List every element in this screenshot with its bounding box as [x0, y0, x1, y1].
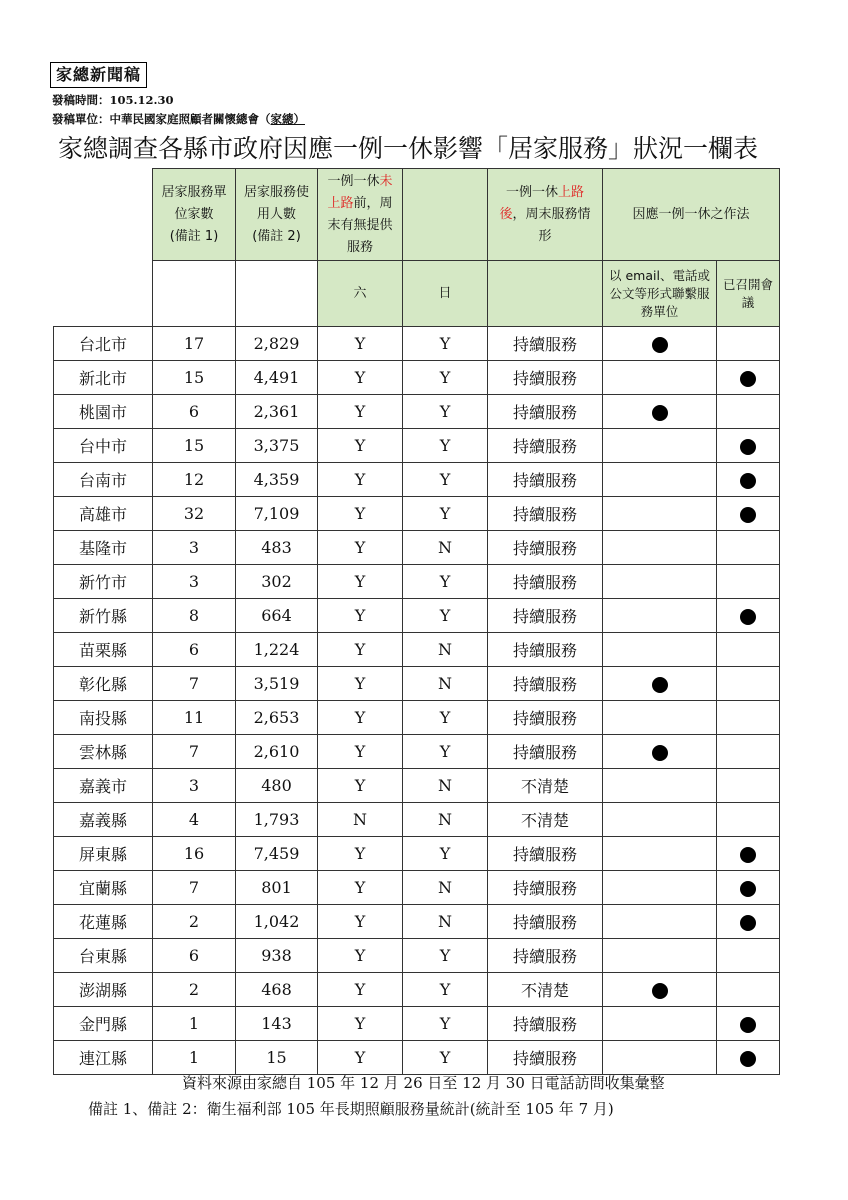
contact-cell — [603, 803, 717, 837]
contact-cell — [603, 701, 717, 735]
sunday-cell: Y — [403, 1041, 488, 1075]
table-row — [54, 735, 780, 769]
sunday-cell: N — [403, 803, 488, 837]
units-cell: 1 — [153, 1041, 236, 1075]
meeting-cell — [717, 395, 780, 429]
sunday-cell: Y — [403, 429, 488, 463]
filled-circle-icon — [740, 1051, 756, 1067]
status-cell: 持續服務 — [488, 1007, 603, 1041]
saturday-cell: Y — [318, 497, 403, 531]
city-cell: 高雄市 — [54, 497, 153, 531]
col-header-users-line1: 居家服務使 — [243, 184, 309, 200]
survey-table — [53, 168, 780, 1075]
meeting-cell — [717, 531, 780, 565]
units-cell: 7 — [153, 667, 236, 701]
contact-cell — [603, 497, 717, 531]
meeting-cell — [717, 701, 780, 735]
users-cell: 801 — [236, 871, 318, 905]
filled-circle-icon — [740, 1017, 756, 1033]
city-cell: 桃園市 — [54, 395, 153, 429]
col-header-before — [318, 169, 403, 261]
status-cell: 持續服務 — [488, 633, 603, 667]
contact-cell — [603, 973, 717, 1007]
subheader-saturday: 六 — [318, 261, 403, 327]
table-row — [54, 803, 780, 837]
units-cell: 8 — [153, 599, 236, 633]
units-cell: 1 — [153, 1007, 236, 1041]
meeting-cell — [717, 667, 780, 701]
table-row — [54, 497, 780, 531]
users-cell: 2,653 — [236, 701, 318, 735]
sunday-cell: N — [403, 667, 488, 701]
release-date: 發稿時間：105.12.30 — [52, 93, 174, 107]
meeting-cell — [717, 429, 780, 463]
table-row — [54, 463, 780, 497]
users-cell: 3,519 — [236, 667, 318, 701]
col-header-before-red: 未上路 — [327, 173, 393, 211]
city-cell: 苗栗縣 — [54, 633, 153, 667]
subheader-meeting: 已召開會議 — [717, 261, 780, 327]
filled-circle-icon — [740, 473, 756, 489]
table-row — [54, 701, 780, 735]
contact-cell — [603, 395, 717, 429]
subheader-users-blank — [236, 261, 318, 327]
sunday-cell: N — [403, 905, 488, 939]
release-unit-suffix: ） — [293, 112, 305, 126]
users-cell: 3,375 — [236, 429, 318, 463]
status-cell: 持續服務 — [488, 463, 603, 497]
meeting-cell — [717, 599, 780, 633]
meeting-cell — [717, 565, 780, 599]
units-cell: 16 — [153, 837, 236, 871]
col-header-after-post: ，周末服務情形 — [512, 206, 591, 244]
users-cell: 1,042 — [236, 905, 318, 939]
meeting-cell — [717, 769, 780, 803]
saturday-cell: Y — [318, 463, 403, 497]
sunday-cell: N — [403, 871, 488, 905]
meeting-cell — [717, 837, 780, 871]
press-release-badge: 家總新聞稿 — [50, 62, 147, 88]
table-row — [54, 565, 780, 599]
city-cell: 宜蘭縣 — [54, 871, 153, 905]
sunday-cell: Y — [403, 463, 488, 497]
col-header-after-pre: 一例一休 — [505, 184, 558, 200]
city-cell: 台北市 — [54, 327, 153, 361]
contact-cell — [603, 871, 717, 905]
users-cell: 1,224 — [236, 633, 318, 667]
units-cell: 11 — [153, 701, 236, 735]
saturday-cell: Y — [318, 871, 403, 905]
source-note: 資料來源由家總自 105 年 12 月 26 日至 12 月 30 日電話訪問收集彙整 — [182, 1074, 665, 1092]
units-cell: 7 — [153, 871, 236, 905]
col-header-measures: 因應一例一休之作法 — [603, 169, 780, 261]
meeting-cell — [717, 1041, 780, 1075]
units-cell: 15 — [153, 429, 236, 463]
filled-circle-icon — [740, 915, 756, 931]
col-header-units-line2: 位家數 — [174, 206, 214, 222]
status-cell: 持續服務 — [488, 395, 603, 429]
filled-circle-icon — [740, 847, 756, 863]
status-cell: 持續服務 — [488, 939, 603, 973]
contact-cell — [603, 463, 717, 497]
remarks-note: 備註 1、備註 2：衛生福利部 105 年長期照顧服務量統計(統計至 105 年 7 月) — [88, 1100, 614, 1118]
status-cell: 持續服務 — [488, 429, 603, 463]
city-cell: 花蓮縣 — [54, 905, 153, 939]
saturday-cell: Y — [318, 701, 403, 735]
survey-table-body — [54, 169, 780, 1075]
users-cell: 468 — [236, 973, 318, 1007]
contact-cell — [603, 599, 717, 633]
units-cell: 15 — [153, 361, 236, 395]
table-row — [54, 769, 780, 803]
meeting-cell — [717, 939, 780, 973]
status-cell: 持續服務 — [488, 497, 603, 531]
table-row — [54, 633, 780, 667]
status-cell: 持續服務 — [488, 565, 603, 599]
table-row — [54, 905, 780, 939]
city-cell: 雲林縣 — [54, 735, 153, 769]
city-cell: 彰化縣 — [54, 667, 153, 701]
col-header-before-pre: 一例一休 — [327, 173, 380, 189]
filled-circle-icon — [740, 439, 756, 455]
release-unit-name: 家總 — [270, 112, 294, 126]
units-cell: 32 — [153, 497, 236, 531]
filled-circle-icon — [740, 881, 756, 897]
status-cell: 持續服務 — [488, 1041, 603, 1075]
city-cell: 新竹縣 — [54, 599, 153, 633]
table-row — [54, 973, 780, 1007]
city-cell: 基隆市 — [54, 531, 153, 565]
status-cell: 持續服務 — [488, 327, 603, 361]
users-cell: 2,829 — [236, 327, 318, 361]
units-cell: 4 — [153, 803, 236, 837]
saturday-cell: Y — [318, 837, 403, 871]
release-unit-prefix: 發稿單位：中華民國家庭照顧者關懷總會（ — [52, 112, 271, 126]
city-cell: 澎湖縣 — [54, 973, 153, 1007]
meeting-cell — [717, 803, 780, 837]
table-row — [54, 871, 780, 905]
units-cell: 17 — [153, 327, 236, 361]
saturday-cell: Y — [318, 769, 403, 803]
contact-cell — [603, 1007, 717, 1041]
table-row — [54, 361, 780, 395]
users-cell: 15 — [236, 1041, 318, 1075]
city-cell: 台南市 — [54, 463, 153, 497]
col-header-units-line3: (備註 1) — [169, 228, 219, 244]
sunday-cell: Y — [403, 973, 488, 1007]
sunday-cell: Y — [403, 395, 488, 429]
filled-circle-icon — [652, 677, 668, 693]
units-cell: 3 — [153, 531, 236, 565]
col-header-units — [153, 169, 236, 261]
sunday-cell: Y — [403, 599, 488, 633]
table-row — [54, 667, 780, 701]
corner-cell — [54, 169, 153, 327]
status-cell: 持續服務 — [488, 667, 603, 701]
users-cell: 1,793 — [236, 803, 318, 837]
release-unit — [52, 111, 305, 127]
status-cell: 不清楚 — [488, 769, 603, 803]
city-cell: 金門縣 — [54, 1007, 153, 1041]
col-header-before-post: 前，周末有無提供服務 — [327, 195, 393, 255]
sunday-cell: N — [403, 769, 488, 803]
saturday-cell: Y — [318, 395, 403, 429]
table-row — [54, 531, 780, 565]
sunday-cell: Y — [403, 361, 488, 395]
contact-cell — [603, 905, 717, 939]
status-cell: 持續服務 — [488, 599, 603, 633]
status-cell: 不清楚 — [488, 973, 603, 1007]
users-cell: 483 — [236, 531, 318, 565]
col-header-after-red: 上路後 — [499, 184, 585, 222]
sunday-cell: Y — [403, 1007, 488, 1041]
city-cell: 新北市 — [54, 361, 153, 395]
header-row-2 — [54, 261, 780, 327]
sunday-cell: Y — [403, 735, 488, 769]
table-row — [54, 599, 780, 633]
filled-circle-icon — [652, 983, 668, 999]
status-cell: 持續服務 — [488, 905, 603, 939]
meeting-cell — [717, 973, 780, 1007]
sunday-cell: Y — [403, 939, 488, 973]
sunday-cell: Y — [403, 837, 488, 871]
filled-circle-icon — [740, 609, 756, 625]
meeting-cell — [717, 361, 780, 395]
contact-cell — [603, 939, 717, 973]
users-cell: 4,491 — [236, 361, 318, 395]
meeting-cell — [717, 633, 780, 667]
contact-cell — [603, 667, 717, 701]
contact-cell — [603, 531, 717, 565]
filled-circle-icon — [740, 371, 756, 387]
filled-circle-icon — [652, 337, 668, 353]
saturday-cell: Y — [318, 633, 403, 667]
subheader-contact: 以 email、電話或公文等形式聯繫服務單位 — [603, 261, 717, 327]
units-cell: 3 — [153, 565, 236, 599]
units-cell: 6 — [153, 939, 236, 973]
sunday-cell: Y — [403, 701, 488, 735]
city-cell: 台中市 — [54, 429, 153, 463]
table-row — [54, 1041, 780, 1075]
filled-circle-icon — [740, 507, 756, 523]
table-row — [54, 395, 780, 429]
status-cell: 持續服務 — [488, 735, 603, 769]
col-header-units-line1: 居家服務單 — [161, 184, 227, 200]
saturday-cell: Y — [318, 531, 403, 565]
saturday-cell: Y — [318, 735, 403, 769]
subheader-after-blank — [488, 261, 603, 327]
status-cell: 持續服務 — [488, 531, 603, 565]
table-row — [54, 939, 780, 973]
saturday-cell: Y — [318, 1041, 403, 1075]
saturday-cell: N — [318, 803, 403, 837]
sunday-cell: N — [403, 531, 488, 565]
contact-cell — [603, 327, 717, 361]
units-cell: 6 — [153, 395, 236, 429]
col-header-users-line2: 用人數 — [256, 206, 296, 222]
contact-cell — [603, 361, 717, 395]
filled-circle-icon — [652, 745, 668, 761]
col-header-after — [488, 169, 603, 261]
saturday-cell: Y — [318, 1007, 403, 1041]
saturday-cell: Y — [318, 667, 403, 701]
users-cell: 4,359 — [236, 463, 318, 497]
users-cell: 7,459 — [236, 837, 318, 871]
status-cell: 不清楚 — [488, 803, 603, 837]
contact-cell — [603, 633, 717, 667]
contact-cell — [603, 1041, 717, 1075]
col-header-before-spacer — [403, 169, 488, 261]
meeting-cell — [717, 905, 780, 939]
col-header-users — [236, 169, 318, 261]
units-cell: 12 — [153, 463, 236, 497]
contact-cell — [603, 429, 717, 463]
city-cell: 新竹市 — [54, 565, 153, 599]
sunday-cell: Y — [403, 565, 488, 599]
saturday-cell: Y — [318, 939, 403, 973]
table-row — [54, 429, 780, 463]
col-header-users-line3: (備註 2) — [252, 228, 301, 244]
users-cell: 2,610 — [236, 735, 318, 769]
status-cell: 持續服務 — [488, 837, 603, 871]
table-row — [54, 327, 780, 361]
users-cell: 938 — [236, 939, 318, 973]
saturday-cell: Y — [318, 973, 403, 1007]
sunday-cell: Y — [403, 327, 488, 361]
saturday-cell: Y — [318, 429, 403, 463]
users-cell: 664 — [236, 599, 318, 633]
status-cell: 持續服務 — [488, 701, 603, 735]
sunday-cell: Y — [403, 497, 488, 531]
table-row — [54, 1007, 780, 1041]
city-cell: 嘉義縣 — [54, 803, 153, 837]
meeting-cell — [717, 735, 780, 769]
meeting-cell — [717, 327, 780, 361]
city-cell: 南投縣 — [54, 701, 153, 735]
contact-cell — [603, 735, 717, 769]
meeting-cell — [717, 1007, 780, 1041]
city-cell: 屏東縣 — [54, 837, 153, 871]
contact-cell — [603, 565, 717, 599]
users-cell: 2,361 — [236, 395, 318, 429]
sunday-cell: N — [403, 633, 488, 667]
header-row-1 — [54, 169, 780, 261]
users-cell: 480 — [236, 769, 318, 803]
units-cell: 7 — [153, 735, 236, 769]
subheader-sunday: 日 — [403, 261, 488, 327]
city-cell: 台東縣 — [54, 939, 153, 973]
subheader-units-blank — [153, 261, 236, 327]
status-cell: 持續服務 — [488, 361, 603, 395]
users-cell: 7,109 — [236, 497, 318, 531]
table-row — [54, 837, 780, 871]
units-cell: 3 — [153, 769, 236, 803]
city-cell: 連江縣 — [54, 1041, 153, 1075]
saturday-cell: Y — [318, 565, 403, 599]
users-cell: 302 — [236, 565, 318, 599]
status-cell: 持續服務 — [488, 871, 603, 905]
saturday-cell: Y — [318, 327, 403, 361]
saturday-cell: Y — [318, 599, 403, 633]
units-cell: 2 — [153, 905, 236, 939]
units-cell: 2 — [153, 973, 236, 1007]
meeting-cell — [717, 463, 780, 497]
meeting-cell — [717, 497, 780, 531]
contact-cell — [603, 837, 717, 871]
contact-cell — [603, 769, 717, 803]
users-cell: 143 — [236, 1007, 318, 1041]
saturday-cell: Y — [318, 905, 403, 939]
saturday-cell: Y — [318, 361, 403, 395]
meeting-cell — [717, 871, 780, 905]
units-cell: 6 — [153, 633, 236, 667]
city-cell: 嘉義市 — [54, 769, 153, 803]
filled-circle-icon — [652, 405, 668, 421]
page-title: 家總調查各縣市政府因應一例一休影響「居家服務」狀況一欄表 — [58, 134, 759, 163]
